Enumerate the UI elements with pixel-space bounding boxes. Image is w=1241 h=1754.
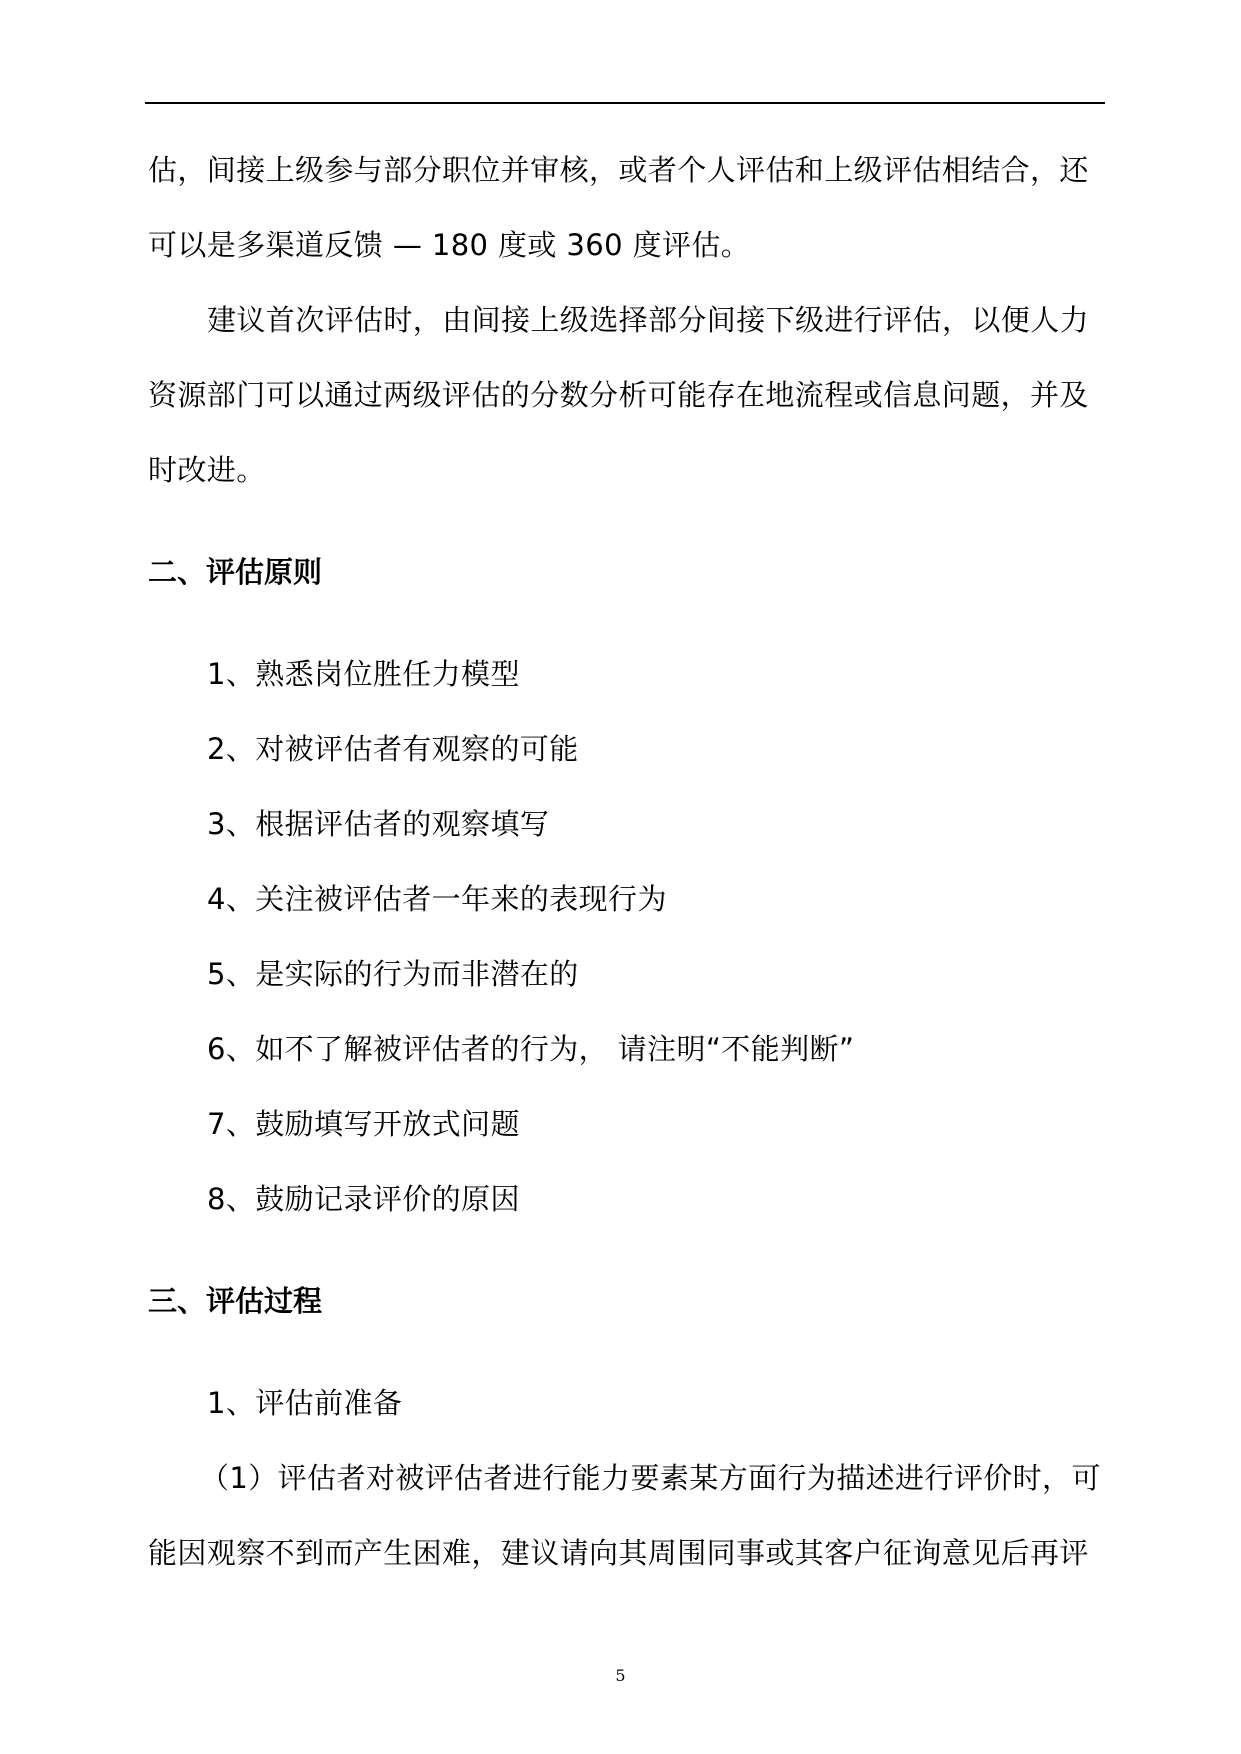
list-item: 5、是实际的行为而非潜在的 bbox=[207, 957, 579, 991]
list-item: 3、根据评估者的观察填写 bbox=[207, 807, 550, 841]
paragraph-line: 估，间接上级参与部分职位并审核，或者个人评估和上级评估相结合，还 bbox=[148, 153, 1089, 187]
paragraph-line: 能因观察不到而产生困难，建议请向其周围同事或其客户征询意见后再评 bbox=[148, 1536, 1089, 1570]
paragraph-line: （1）评估者对被评估者进行能力要素某方面行为描述进行评价时，可 bbox=[200, 1461, 1101, 1495]
paragraph-line: 可以是多渠道反馈 — 180 度或 360 度评估。 bbox=[148, 228, 751, 262]
paragraph-line: 建议首次评估时，由间接上级选择部分间接下级进行评估，以便人力 bbox=[207, 303, 1090, 337]
list-item: 7、鼓励填写开放式问题 bbox=[207, 1107, 520, 1141]
list-item: 8、鼓励记录评价的原因 bbox=[207, 1182, 520, 1216]
list-item: 1、熟悉岗位胜任力模型 bbox=[207, 657, 520, 691]
paragraph-line: 资源部门可以通过两级评估的分数分析可能存在地流程或信息问题，并及 bbox=[148, 378, 1089, 412]
subsection-title: 1、评估前准备 bbox=[207, 1386, 403, 1420]
paragraph-line: 时改进。 bbox=[148, 453, 266, 487]
list-item: 2、对被评估者有观察的可能 bbox=[207, 732, 579, 766]
list-item: 6、如不了解被评估者的行为， 请注明“不能判断” bbox=[207, 1032, 855, 1066]
header-rule bbox=[145, 102, 1105, 104]
page-number: 5 bbox=[615, 1666, 626, 1685]
section-heading: 二、评估原则 bbox=[148, 555, 323, 589]
section-heading: 三、评估过程 bbox=[148, 1284, 323, 1318]
list-item: 4、关注被评估者一年来的表现行为 bbox=[207, 882, 667, 916]
